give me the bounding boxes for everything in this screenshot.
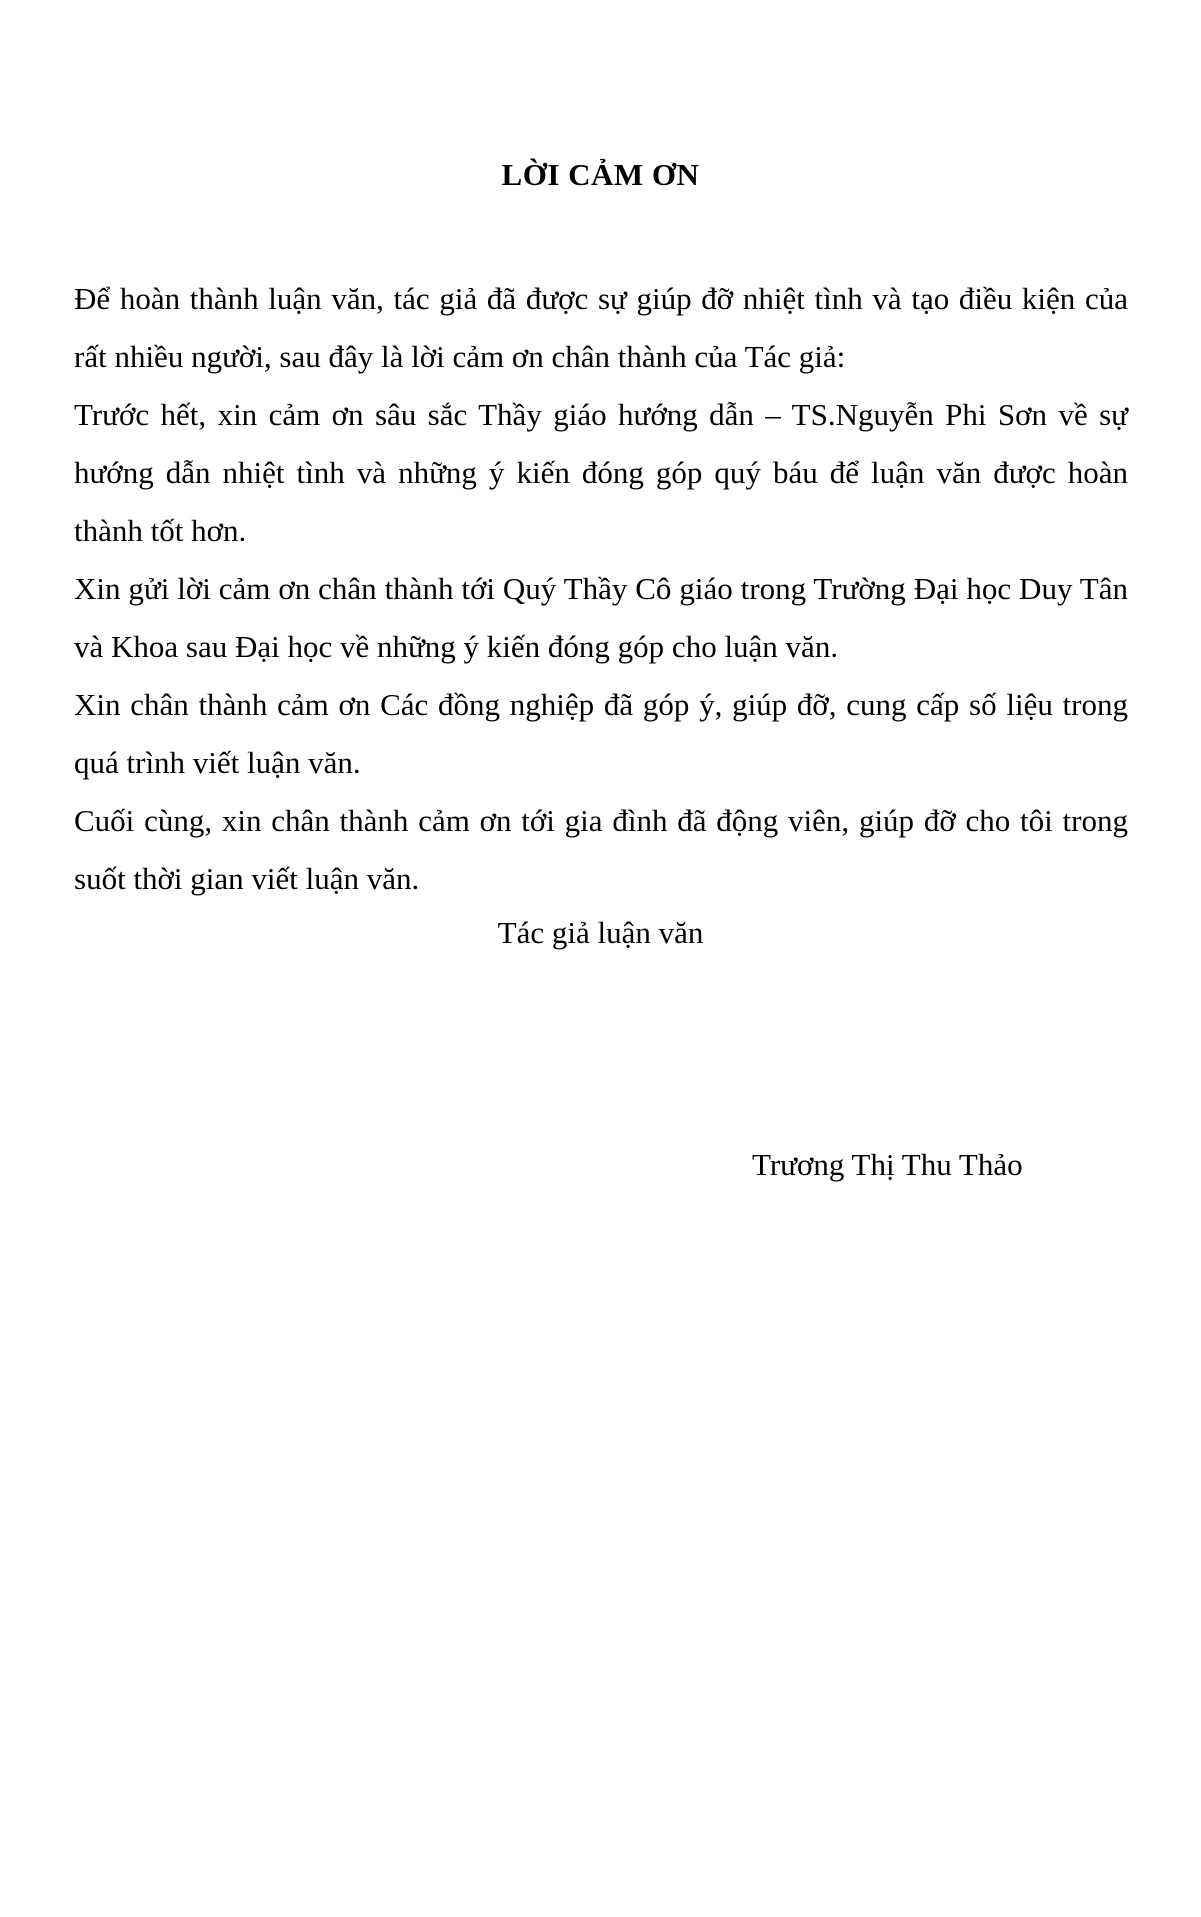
paragraph-advisor-thanks: Trước hết, xin cảm ơn sâu sắc Thầy giáo hướng dẫn – TS.Nguyễn Phi Sơn về sự hướng dẫn nhiệt tình và những ý kiến đóng góp quý báu để luận văn được hoàn thành tốt hơn. <box>74 397 1128 548</box>
paragraph-colleagues-thanks: Xin chân thành cảm ơn Các đồng nghiệp đã góp ý, giúp đỡ, cung cấp số liệu trong quá trình viết luận văn. <box>74 687 1128 780</box>
signature-label: Tác giả luận văn <box>497 915 704 950</box>
paragraph-faculty-thanks: Xin gửi lời cảm ơn chân thành tới Quý Thầy Cô giáo trong Trường Đại học Duy Tân và Khoa sau Đại học về những ý kiến đóng góp cho luận văn. <box>74 571 1128 664</box>
body-text <box>74 270 1128 908</box>
paragraph-intro: Để hoàn thành luận văn, tác giả đã được sự giúp đỡ nhiệt tình và tạo điều kiện của rất nhiều người, sau đây là lời cảm ơn chân thành của Tác giả: <box>74 281 1128 374</box>
paragraph-family-thanks: Cuối cùng, xin chân thành cảm ơn tới gia đình đã động viên, giúp đỡ cho tôi trong suốt thời gian viết luận văn. <box>74 803 1128 896</box>
author-name: Trương Thị Thu Thảo <box>752 1147 1023 1182</box>
page-title: LỜI CẢM ƠN <box>501 157 700 192</box>
